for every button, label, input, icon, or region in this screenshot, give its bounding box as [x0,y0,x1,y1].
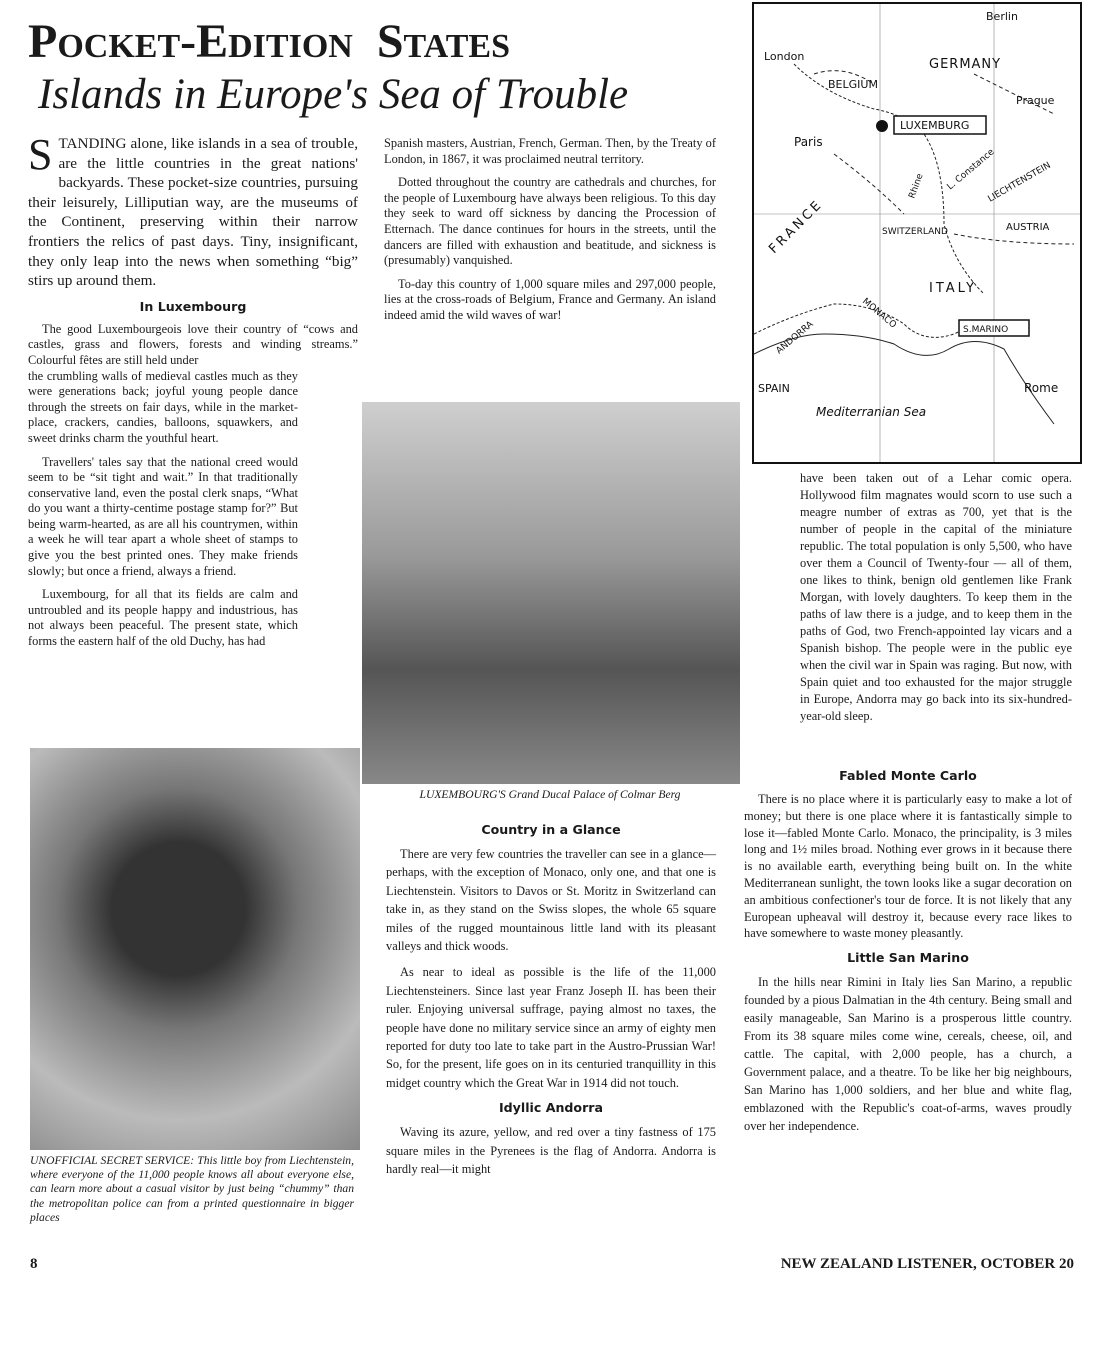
drop-cap: S [28,130,53,179]
paragraph: There are very few countries the traveller can see in a glance—perhaps, with the exception of Monaco, only one, and that one is Liechtenstein. Visitors to Davos or St. Moritz in Switzerland can take in, as they stand on the Swiss slopes, the whole 65 square miles of the rugged mountainous little land with its pleasant valleys and thick woods. [386,847,716,954]
child-photo-caption [30,1154,354,1225]
paragraph: Waving its azure, yellow, and red over a tiny fastness of 175 square miles in the Pyrenees is the flag of Andorra. Andorra is hardly real—it might [386,1125,716,1177]
caption-lead: LUXEMBOURG'S [419,788,506,801]
map-label-spain: SPAIN [758,382,790,395]
map-label-san-marino: S.MARINO [963,325,1009,335]
caption-text: This little boy from Liechtenstein, where everyone of the 11,000 people knows all about everyone else, can learn more about a casual visitor by just being “chummy” than the metropolitan police can from a printed questionnaire in bigger places [30,1154,354,1224]
paragraph: Travellers' tales say that the national creed would seem to be “sit tight and wait.” In that traditionally conservative land, even the postal clerk snaps, “What do you want a thirty-centime postage stamp for?” But being warm-hearted, as are all his countrymen, within a week he will tear apart a whole sheet of stamps to give you the best printed ones. They make friends slowly; but once a friend, always a friend. [28,454,298,578]
map-label-switzerland: SWITZERLAND [882,227,948,237]
intro-text: TANDING alone, like islands in a sea of trouble, are the little countries in the great nations' backyards. These pocket-size countries, pursuing their leisurely, Lilliputian way, are the museums of the Continent, preserving within their narrow frontiers the relics of past days. Tiny, insignificant, they only leap into the news when something “big” stirs up around them. [28,135,358,290]
title-word-2: States [376,15,510,68]
paragraph: In the hills near Rimini in Italy lies San Marino, a republic founded by a pious Dalmatian in the 4th century. Being small and easily manageable, San Marino is a prosperous little country. From its 38 square miles come wine, cereals, cheese, oil, and cattle. The capital, with 2,000 people, has a church, a Government palace, and a theatre. To be like her big neighbours, San Marino has 1,000 soldiers, and her blue and white flag, emblazoned with the Republic's coat-of-arms, waves proudly over her independence. [744,975,1072,1134]
castle-photo-caption [370,788,730,802]
paragraph: Spanish masters, Austrian, French, German. Then, by the Treaty of London, in 1867, it was proclaimed neutral territory. [384,136,716,166]
map-label-belgium: BELGIUM [828,78,878,91]
map-label-prague: Prague [1016,94,1055,107]
caption-text: Grand Ducal Palace of Colmar Berg [508,788,681,801]
page-title [28,14,510,69]
map-label-monaco: MONACO [860,296,898,331]
column-2 [384,136,716,332]
photo-spacer [298,369,358,749]
paragraph: The good Luxembourgeois love their country of “cows and castles, grass and flowers, forests and winding streams.” Colourful fêtes are still held under [28,321,358,367]
publication-line: NEW ZEALAND LISTENER, OCTOBER 20 [780,1256,1074,1272]
intro-paragraph [28,130,358,291]
map-label-france: FRANCE [766,196,827,257]
map-label-lake-constance: L. Constance [945,147,997,193]
column-3 [744,470,1072,1143]
column-2-lower [386,816,716,1187]
map-label-italy: ITALY [929,281,978,296]
map-label-liechtenstein: LIECHTENSTEIN [986,160,1053,205]
child-photo [30,748,360,1150]
map-label-rome: Rome [1024,381,1059,395]
paragraph: To-day this country of 1,000 square miles and 297,000 people, lies at the cross-roads of Belgium, France and Germany. An island indeed amid the wild waves of war! [384,276,716,322]
map-label-london: London [764,50,805,63]
title-word-1: Pocket-Edition [28,15,353,68]
map-label-andorra: ANDORRA [774,319,816,357]
map-label-austria: AUSTRIA [1006,222,1050,233]
heading-country-in-a-glance: Country in a Glance [481,822,621,837]
paragraph: As near to ideal as possible is the life of the 11,000 Liechtensteiners. Since last year Franz Joseph II. has been their ruler. Enjoying universal suffrage, paying almost no taxes, the people have done no military service since an army of eighty men reported for duty too late to take part in the Austro-Prussian War! So, for the present, life goes on in its centuried tranquillity in this midget country which the Great War in 1914 did not touch. [386,965,716,1090]
paragraph: have been taken out of a Lehar comic opera. Hollywood film magnates would scorn to use such a meagre number of extras as 700, yet that is the number of people in the capital of the miniature republic. The total population is only 5,500, who have over them a Council of Twenty-four — all of them, one likes to think, benign old gentlemen like Frank Morgan, with lovely daughters. To keep them in the paths of law there is a judge, and to keep them in the paths of God, two French-appointed lay vicars and a Spanish bishop. The people were in the public eye when the civil war in Spain was raging. But now, with Spain quiet and too exhausted for the major struggle in Europe, Andorra may go back into its six-hundred-year-old sleep. [800,471,1072,723]
map-label-germany: GERMANY [929,57,1002,72]
heading-andorra: Idyllic Andorra [498,1100,603,1116]
map-label-mediterranean: Mediterranian Sea [816,405,927,419]
heading-luxembourg: In Luxembourg [139,298,247,314]
photo-spacer [744,470,800,762]
paragraph: Luxembourg, for all that its fields are calm and untroubled and its people happy and industrious, has not always been peaceful. The present state, which forms the eastern half of the old Duchy, has had [28,587,298,649]
map-label-berlin: Berlin [986,10,1018,23]
subtitle: Islands in Europe's Sea of Trouble [38,71,629,118]
map-label-luxemburg: LUXEMBURG [900,119,970,132]
castle-photo [362,402,740,784]
caption-lead: UNOFFICIAL SECRET SERVICE: [30,1154,195,1167]
page-number: 8 [30,1256,38,1272]
paragraph: the crumbling walls of medieval castles much as they were generations back; joyful young people dance through the streets on fair days, while in the market-place, crackers, candies, balloons, squawkers, and sweet drinks charm the youthful heart. [28,368,298,445]
map-label-paris: Paris [794,135,823,149]
europe-map [752,2,1082,464]
paragraph: Dotted throughout the country are cathedrals and churches, for the people of Luxembourg have always been religious. To this day they seek to ward off sickness by dancing the Procession of Etternach. The dance continues for hours in the streets, until the dancers are filled with exhaustion and beatitude, and sickness is (presumably) vanquished. [384,175,716,268]
column-1 [28,130,358,749]
heading-monaco: Fabled Monte Carlo [839,768,977,783]
map-label-rhine: Rhine [907,172,926,201]
heading-san-marino: Little San Marino [847,950,969,966]
paragraph: There is no place where it is particularly easy to make a lot of money; but there is one place where it is fantastically simple to lose it—fabled Monte Carlo. Monaco, the principality, is 3 miles long and 1½ miles broad. Nothing ever grows in it because there is no available earth, everything being built on. In the white Mediterranean sunlight, the town looks like a sugar decoration on an ambitious confectioner's tour de force. It is not likely that any European upheaval will destroy it, because every race likes to have somewhere to waste money pleasantly. [744,792,1072,941]
